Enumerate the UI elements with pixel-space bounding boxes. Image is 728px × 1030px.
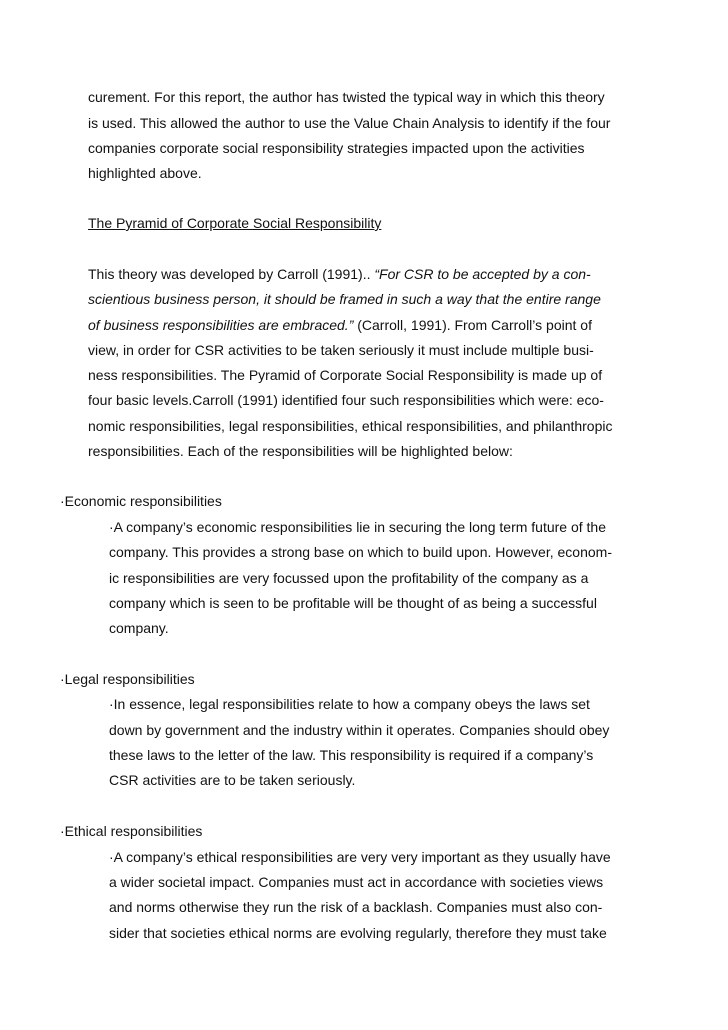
paragraph-line: nomic responsibilities, legal responsibilities, ethical responsibilities, and philanthropic [88, 418, 613, 434]
list-item-line: sider that societies ethical norms are evolving regularly, therefore they must take [109, 925, 607, 941]
list-item-line: company. [109, 620, 169, 636]
list-item-title: ·Ethical responsibilities [60, 823, 203, 839]
intro-line: companies corporate social responsibility strategies impacted upon the activities [88, 140, 585, 156]
intro-line: curement. For this report, the author has twisted the typical way in which this theory [88, 89, 605, 105]
quote-text: of business responsibilities are embraced.” [88, 317, 354, 333]
list-item-title: ·Economic responsibilities [60, 493, 222, 509]
quote-text: scientious business person, it should be framed in such a way that the entire range [88, 291, 601, 307]
paragraph-line: responsibilities. Each of the responsibilities will be highlighted below: [88, 443, 513, 459]
paragraph-line [88, 290, 601, 308]
list-item-line: down by government and the industry within it operates. Companies should obey [109, 722, 610, 738]
list-item-line: ic responsibilities are very focussed upon the profitability of the company as a [109, 570, 589, 586]
list-item-line: and norms otherwise they run the risk of a backlash. Companies must also con- [109, 899, 603, 915]
list-item-line: a wider societal impact. Companies must act in accordance with societies views [109, 874, 604, 890]
list-item-line: company. This provides a strong base on which to build upon. However, econom- [109, 544, 612, 560]
paragraph-text: This theory was developed by Carroll (1991).. [88, 266, 375, 282]
list-item-line: ·A company’s ethical responsibilities are very very important as they usually have [109, 849, 611, 865]
list-item-line: these laws to the letter of the law. This responsibility is required if a company’s [109, 747, 594, 763]
paragraph-line [88, 316, 592, 334]
quote-text: “For CSR to be accepted by a con- [374, 266, 591, 282]
section-heading: The Pyramid of Corporate Social Responsibility [88, 215, 382, 231]
list-item-line: ·A company’s economic responsibilities lie in securing the long term future of the [109, 519, 606, 535]
paragraph-line [88, 265, 591, 283]
paragraph-line: four basic levels.Carroll (1991) identified four such responsibilities which were: eco- [88, 392, 604, 408]
list-item-line: company which is seen to be profitable will be thought of as being a successful [109, 595, 597, 611]
list-item-line: ·In essence, legal responsibilities relate to how a company obeys the laws set [109, 696, 590, 712]
intro-line: is used. This allowed the author to use the Value Chain Analysis to identify if the four [88, 115, 611, 131]
intro-line: highlighted above. [88, 165, 202, 181]
paragraph-line: ness responsibilities. The Pyramid of Corporate Social Responsibility is made up of [88, 367, 603, 383]
list-item-line: CSR activities are to be taken seriously. [109, 772, 356, 788]
paragraph-line: view, in order for CSR activities to be taken seriously it must include multiple busi- [88, 342, 594, 358]
paragraph-text: (Carroll, 1991). From Carroll’s point of [353, 317, 592, 333]
list-item-title: ·Legal responsibilities [60, 671, 195, 687]
